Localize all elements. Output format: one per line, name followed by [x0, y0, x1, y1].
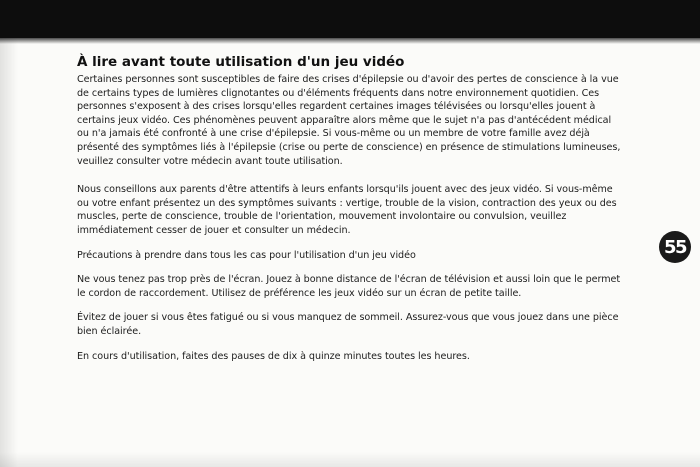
paragraph-screen-distance: Ne vous tenez pas trop près de l'écran. Jouez à bonne distance de l'écran de télévision et aussi loin que le permet le cordon de raccordement. Utilisez de préférence les jeux vidéo sur un écran de petite taille.: [77, 274, 621, 299]
paragraph-epilepsy-warning: Certaines personnes sont susceptibles de faire des crises d'épilepsie ou d'avoir des pertes de conscience à la vue de certains types de lumières clignotantes ou d'éléments fréquents dans notre environnement quotidien. Ces personnes s'exposent à des crises lorsqu'elles regardent certaines images télévisées ou lorsqu'elles jouent à certains jeux vidéo. Ces phénomènes peuvent apparaître alors même que le sujet n'a pas d'antécédent médical ou n'a jamais été confronté à une crise d'épilepsie. Si vous-même ou un membre de votre famille avez déjà présenté des symptômes liés à l'épilepsie (crise ou perte de conscience) en présence de stimulations lumineuses, veuillez consulter votre médecin avant toute utilisation.: [77, 74, 621, 167]
paragraph-precautions-heading: Précautions à prendre dans tous les cas pour l'utilisation d'un jeu vidéo: [77, 249, 416, 261]
top-band-shadow: [0, 38, 700, 44]
top-black-band: [0, 0, 700, 38]
page-number-badge: [659, 231, 691, 263]
page-gutter-shadow: [0, 38, 18, 467]
page-bottom-shadow: [0, 452, 700, 467]
paragraph-fatigue: Évitez de jouer si vous êtes fatigué ou si vous manquez de sommeil. Assurez-vous que vous jouez dans une pièce bien éclairée.: [77, 312, 619, 337]
page-number: 55: [663, 236, 687, 258]
paragraph-parents-advice: Nous conseillons aux parents d'être attentifs à leurs enfants lorsqu'ils jouent avec des jeux vidéo. Si vous-même ou votre enfant présentez un des symptômes suivants : vertige, trouble de la vision, contraction des yeux ou des muscles, perte de conscience, trouble de l'orientation, mouvement involontaire ou convulsion, veuillez immédiatement cesser de jouer et consulter un médecin.: [77, 184, 617, 236]
paragraph-breaks: En cours d'utilisation, faites des pauses de dix à quinze minutes toutes les heures.: [77, 350, 470, 362]
warning-text-block: [77, 54, 623, 374]
document-title: À lire avant toute utilisation d'un jeu vidéo: [77, 54, 405, 70]
